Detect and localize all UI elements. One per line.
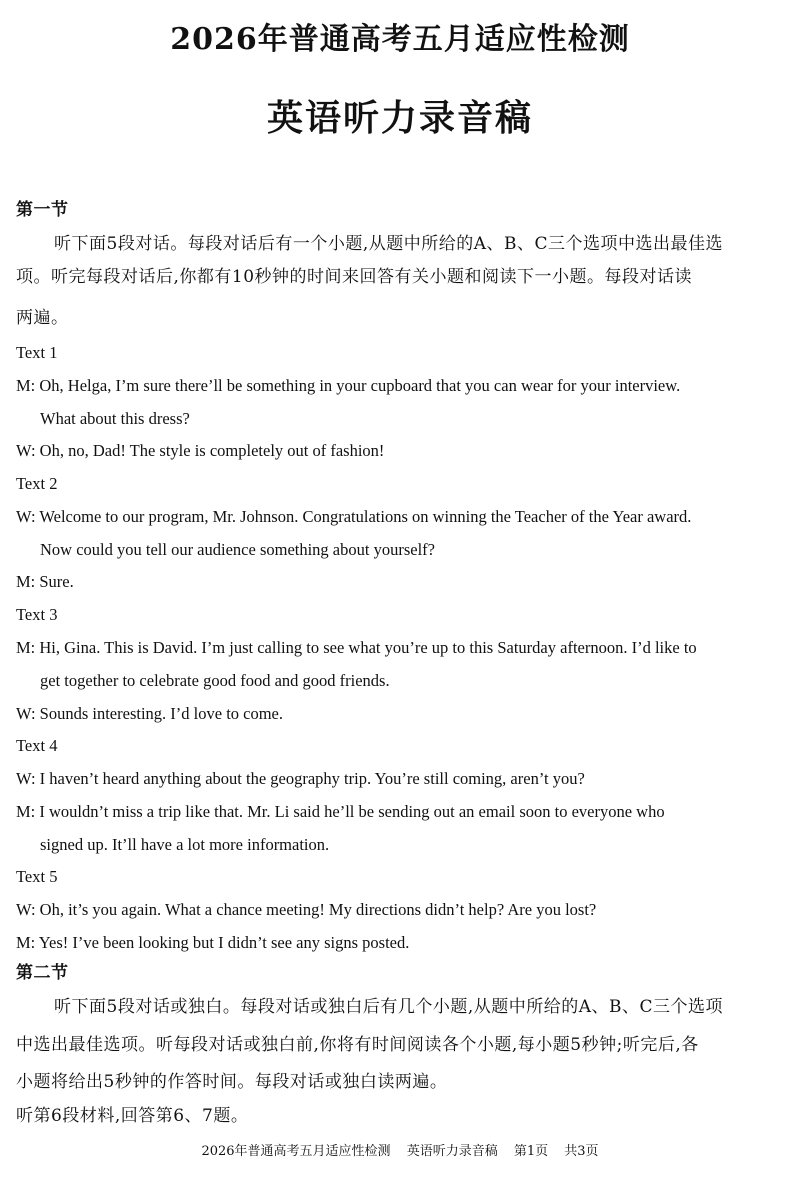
dialogue-line: W: Oh, no, Dad! The style is completely out of fashion! xyxy=(16,441,385,460)
dialogue-line: What about this dress? xyxy=(40,409,190,428)
text-label: Text 1 xyxy=(16,343,58,362)
dialogue-line: M: I wouldn’t miss a trip like that. Mr. Li said he’ll be sending out an email soon to everyone who xyxy=(16,802,665,821)
section1-instruction-line: 两遍。 xyxy=(16,308,69,328)
text-label: Text 5 xyxy=(16,867,58,886)
dialogue-line: W: Oh, it’s you again. What a chance meeting! My directions didn’t help? Are you lost? xyxy=(16,900,597,919)
section2-instruction-line: 小题将给出5秒钟的作答时间。每段对话或独白读两遍。 xyxy=(16,1072,448,1092)
page-footer xyxy=(0,1140,800,1159)
dialogue-line: signed up. It’ll have a lot more information. xyxy=(40,835,330,854)
dialogue-line: W: Sounds interesting. I’d love to come. xyxy=(16,704,284,723)
footer-document-title: 英语听力录音稿 xyxy=(406,1144,498,1159)
dialogue-line: get together to celebrate good food and good friends. xyxy=(40,671,390,690)
text-label: Text 4 xyxy=(16,736,58,755)
dialogue-line: M: Hi, Gina. This is David. I’m just calling to see what you’re up to this Saturday afternoon. I’d like to xyxy=(16,638,697,657)
footer-page-number: 第1页 xyxy=(513,1144,549,1159)
dialogue-line: W: I haven’t heard anything about the geography trip. You’re still coming, aren’t you? xyxy=(16,769,585,788)
text-label: Text 3 xyxy=(16,605,58,624)
dialogue-line: M: Sure. xyxy=(16,572,74,591)
section1-instruction-line: 项。听完每段对话后,你都有10秒钟的时间来回答有关小题和阅读下一小题。每段对话读 xyxy=(16,267,693,287)
dialogue-line: W: Welcome to our program, Mr. Johnson. Congratulations on winning the Teacher of the Year award. xyxy=(16,507,692,526)
material-note: 听第6段材料,回答第6、7题。 xyxy=(16,1106,249,1126)
section1-instruction-line: 听下面5段对话。每段对话后有一个小题,从题中所给的A、B、C三个选项中选出最佳选 xyxy=(54,234,723,254)
section2-instruction-line: 中选出最佳选项。听每段对话或独白前,你将有时间阅读各个小题,每小题5秒钟;听完后,各 xyxy=(16,1035,699,1055)
section2-instruction-line: 听下面5段对话或独白。每段对话或独白后有几个小题,从题中所给的A、B、C三个选项 xyxy=(54,997,723,1017)
document-title: 英语听力录音稿 xyxy=(266,97,533,139)
exam-title: 2026年普通高考五月适应性检测 xyxy=(170,22,630,57)
section1-heading: 第一节 xyxy=(16,200,69,220)
footer-page-total: 共3页 xyxy=(564,1144,599,1159)
section2-heading: 第二节 xyxy=(16,963,69,983)
dialogue-line: Now could you tell our audience something about yourself? xyxy=(40,540,435,559)
dialogue-line: M: Yes! I’ve been looking but I didn’t see any signs posted. xyxy=(16,933,410,952)
dialogue-line: M: Oh, Helga, I’m sure there’ll be something in your cupboard that you can wear for your interview. xyxy=(16,376,681,395)
text-label: Text 2 xyxy=(16,474,58,493)
footer-exam-title: 2026年普通高考五月适应性检测 xyxy=(201,1144,391,1159)
